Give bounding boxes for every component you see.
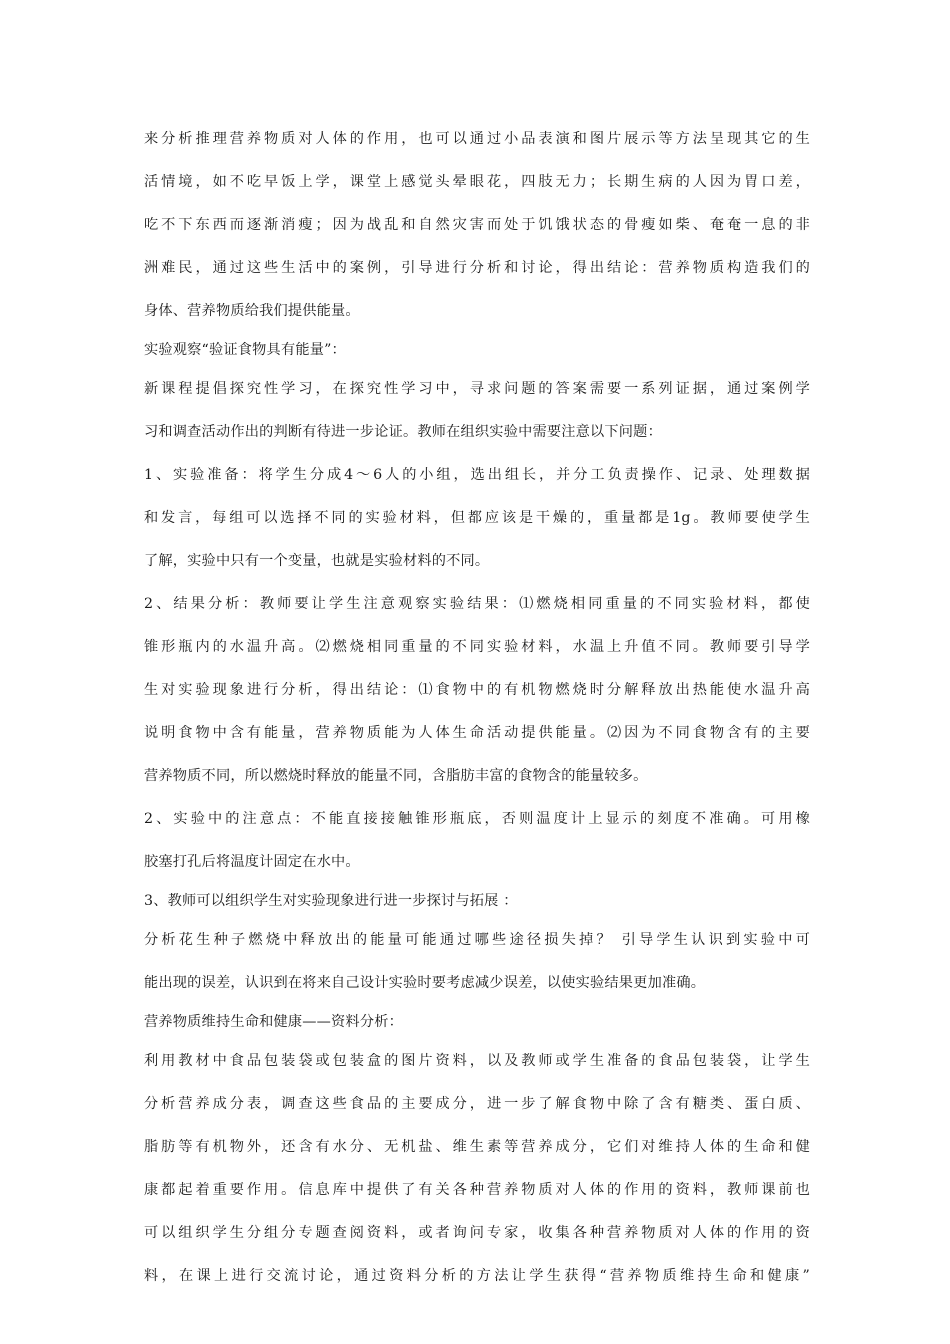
text-line: 脂肪等有机物外，还含有水分、无机盐、维生素等营养成分，它们对维持人体的生命和健 [144,1139,810,1155]
text-line: 活情境，如不吃早饭上学，课堂上感觉头晕眼花，四肢无力；长期生病的人因为胃口差， [144,174,810,190]
text-line: 和发言，每组可以选择不同的实验材料，但都应该是干燥的，重量都是1g。教师要使学生 [144,510,810,526]
text-line: 营养物质不同，所以燃烧时释放的能量不同，含脂肪丰富的食物含的能量较多。 [144,768,648,784]
text-line: 2、实验中的注意点：不能直接接触锥形瓶底，否则温度计上显示的刻度不准确。可用橡 [144,811,810,827]
text-line: 习和调查活动作出的判断有待进一步论证。教师在组织实验中需要注意以下问题： [144,424,662,440]
text-line: 锥形瓶内的水温升高。⑵燃烧相同重量的不同实验材料，水温上升值不同。教师要引导学 [144,639,810,655]
text-line: 胶塞打孔后将温度计固定在水中。 [144,854,360,870]
text-line: 新课程提倡探究性学习，在探究性学习中，寻求问题的答案需要一系列证据，通过案例学 [144,381,810,397]
text-line: 1、实验准备：将学生分成4～6人的小组，选出组长，并分工负责操作、记录、处理数据 [144,467,810,483]
section-heading: 实验观察“验证食物具有能量”： [144,342,346,358]
text-line: 来分析推理营养物质对人体的作用，也可以通过小品表演和图片展示等方法呈现其它的生 [144,131,810,147]
text-line: 洲难民，通过这些生活中的案例，引导进行分析和讨论，得出结论：营养物质构造我们的 [144,260,810,276]
text-line: 了解，实验中只有一个变量，也就是实验材料的不同。 [144,553,490,569]
text-line: 利用教材中食品包装袋或包装盒的图片资料，以及教师或学生准备的食品包装袋，让学生 [144,1053,810,1069]
section-heading: 营养物质维持生命和健康——资料分析： [144,1014,403,1030]
text-line: 康都起着重要作用。信息库中提供了有关各种营养物质对人体的作用的资料，教师课前也 [144,1182,810,1198]
text-line: 可以组织学生分组分专题查阅资料，或者询问专家，收集各种营养物质对人体的作用的资 [144,1225,810,1241]
document-page [144,118,810,1298]
text-line: 身体、营养物质给我们提供能量。 [144,303,360,319]
text-line: 3、教师可以组织学生对实验现象进行进一步探讨与拓展 ： [144,893,518,909]
text-line: 2、结果分析：教师要让学生注意观察实验结果：⑴燃烧相同重量的不同实验材料，都使 [144,596,810,612]
text-line: 生对实验现象进行分析，得出结论：⑴食物中的有机物燃烧时分解释放出热能使水温升高 [144,682,810,698]
text-line: 料，在课上进行交流讨论，通过资料分析的方法让学生获得“营养物质维持生命和健康” [144,1268,810,1284]
text-line: 分析营养成分表，调查这些食品的主要成分，进一步了解食物中除了含有糖类、蛋白质、 [144,1096,810,1112]
text-line: 吃不下东西而逐渐消瘦；因为战乱和自然灾害而处于饥饿状态的骨瘦如柴、奄奄一息的非 [144,217,810,233]
text-line: 分析花生种子燃烧中释放出的能量可能通过哪些途径损失掉？ 引导学生认识到实验中可 [144,932,810,948]
text-line: 能出现的误差，认识到在将来自己设计实验时要考虑减少误差，以使实验结果更加准确。 [144,975,706,991]
text-line: 说明食物中含有能量，营养物质能为人体生命活动提供能量。⑵因为不同食物含有的主要 [144,725,810,741]
